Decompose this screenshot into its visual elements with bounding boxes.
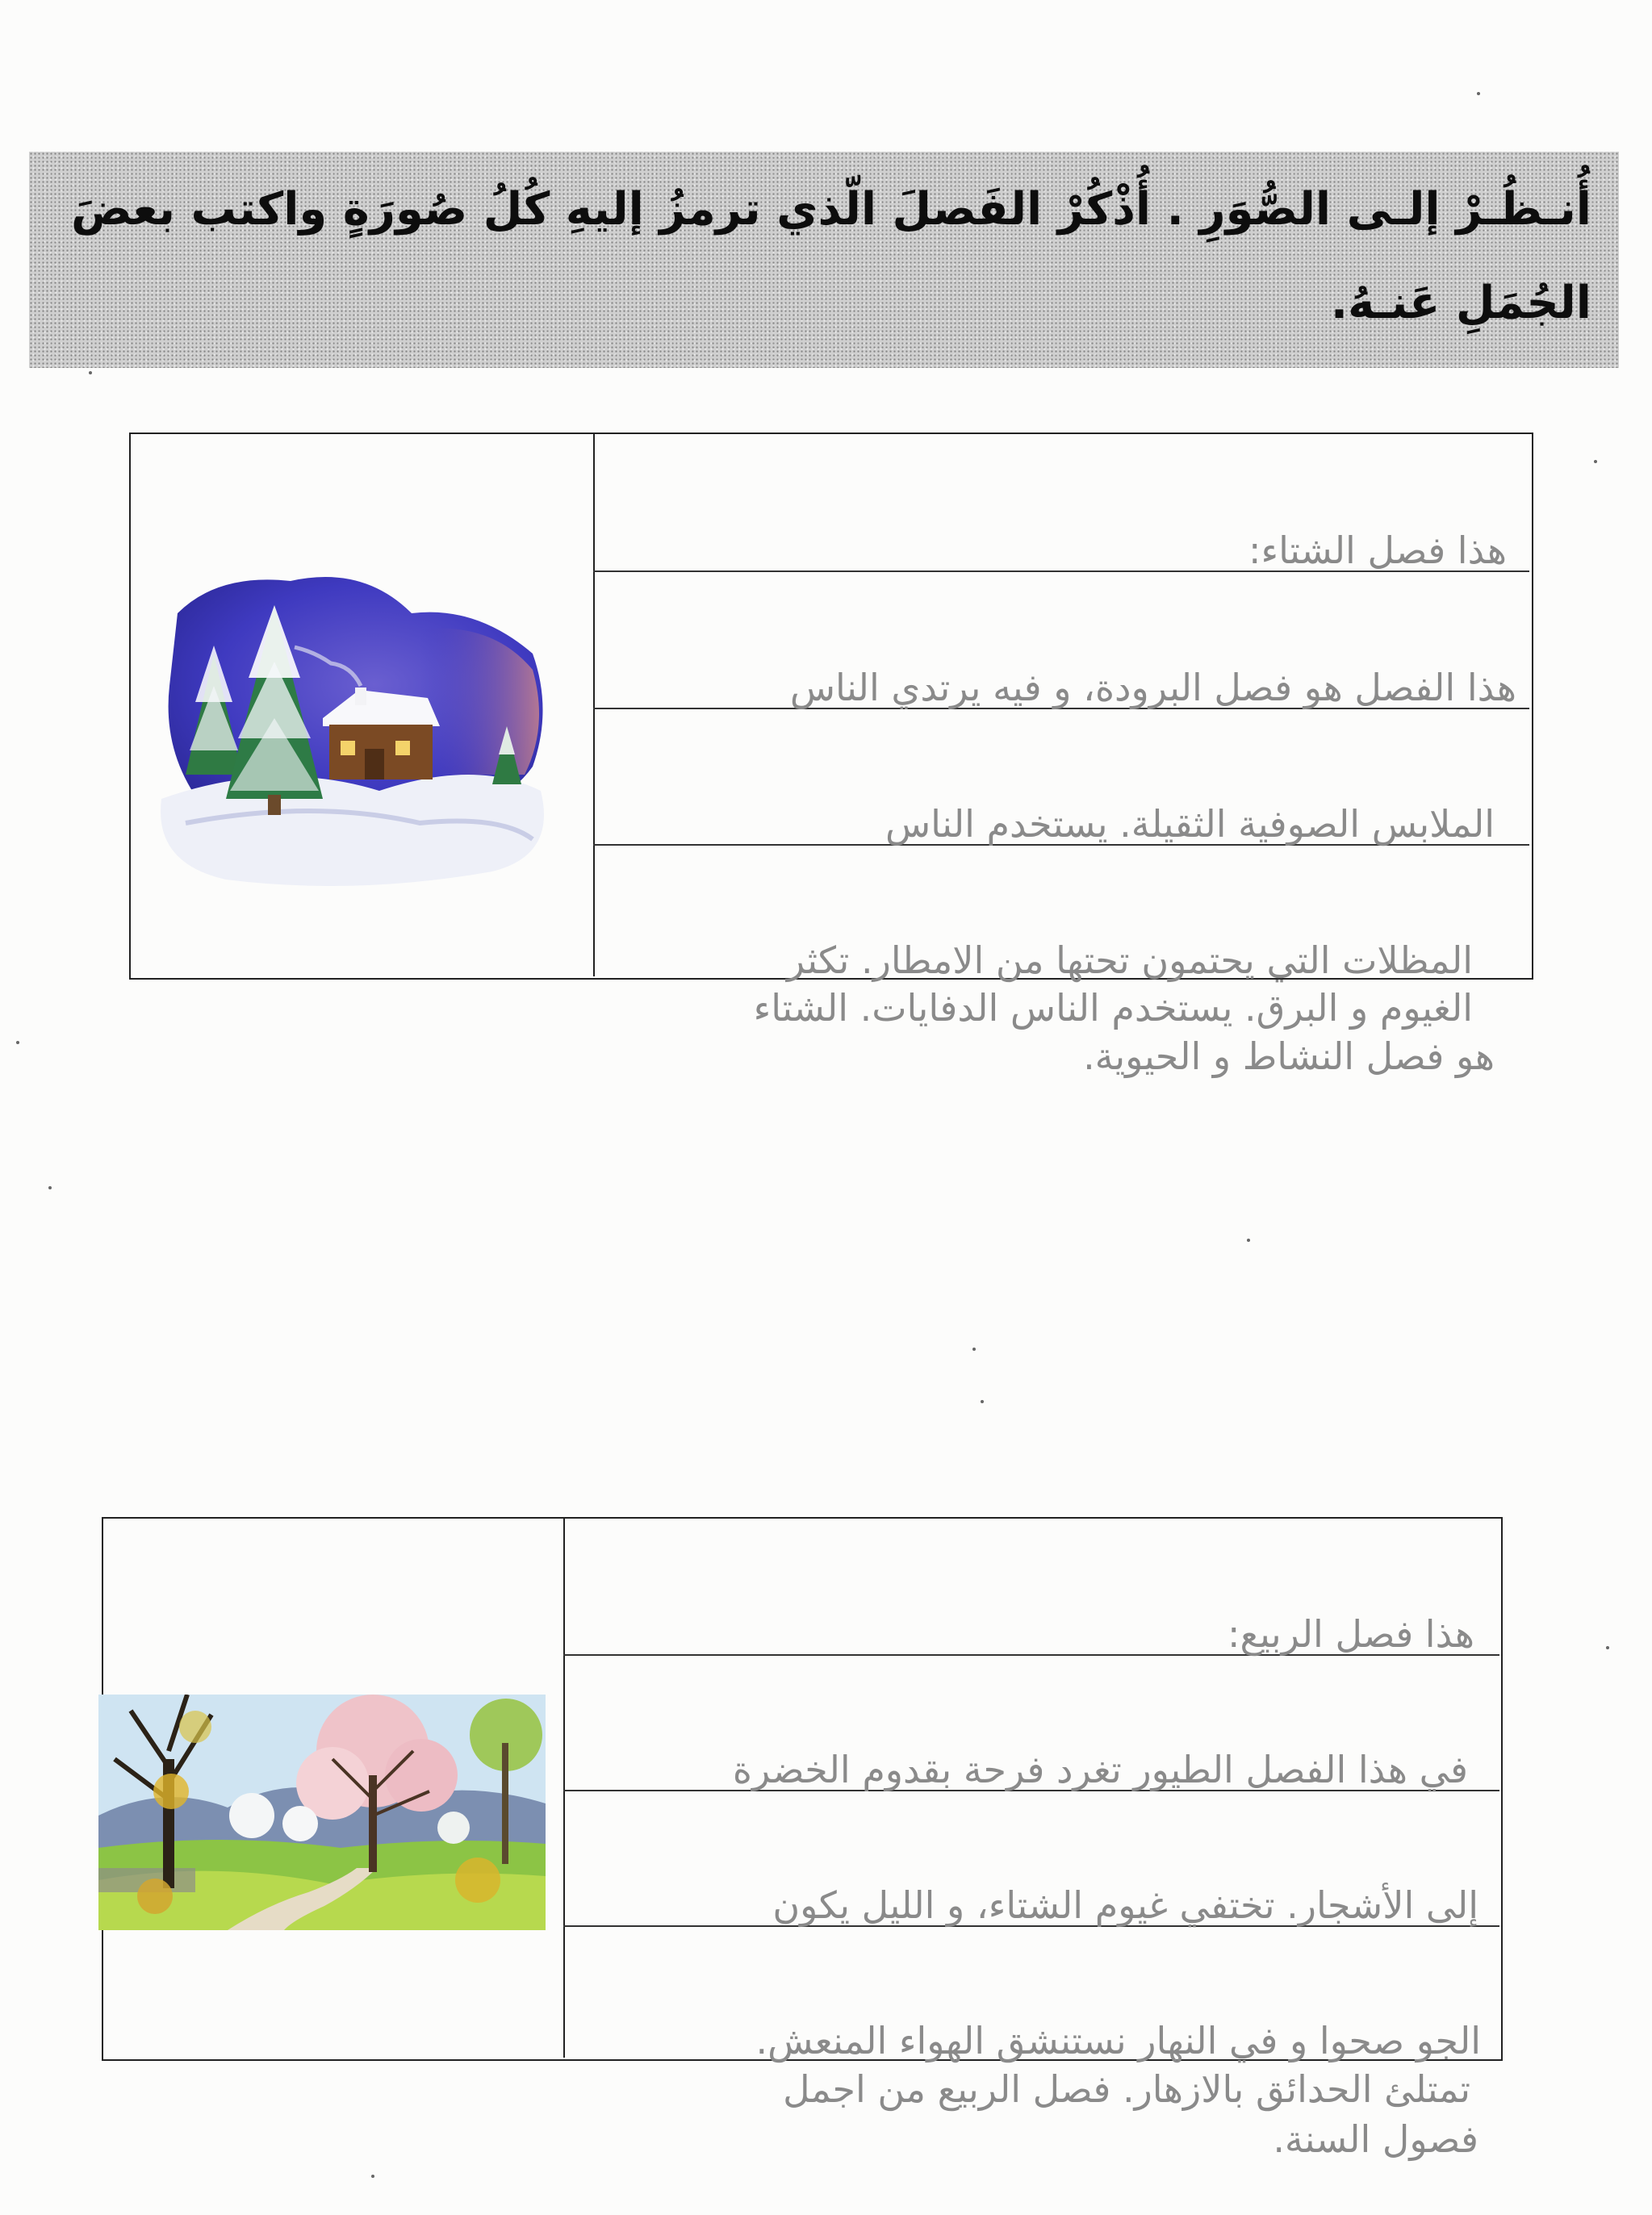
spring-line-2: إلى الأشجار. تختفي غيوم الشتاء، و الليل يكون [772,1883,1478,1927]
scan-speck [1247,1239,1250,1242]
spring-divider [563,1519,565,2058]
instruction-banner [29,152,1619,368]
scan-speck [89,371,92,374]
winter-line-3: المظلات التي يحتمون تحتها من الامطار. تكثر [786,938,1473,982]
winter-line-5: هو فصل النشاط و الحيوية. [1083,1034,1495,1078]
scan-speck [972,1348,976,1351]
spring-line-3: الجو صحوا و في النهار نستنشق الهواء المنعش. [755,2019,1481,2062]
spring-landscape-image [98,1695,546,1930]
winter-line-4: الغيوم و البرق. يستخدم الناس الدفايات. الشتاء [753,986,1473,1030]
spring-line-1: في هذا الفصل الطيور تغرد فرحة بقدوم الخضرة [732,1748,1468,1791]
scan-speck [1477,92,1480,95]
winter-title: هذا فصل الشتاء: [1248,529,1507,572]
winter-line-1: هذا الفصل هو فصل البرودة، و فيه يرتدي الناس [789,666,1516,709]
instruction-text [58,163,1591,350]
winter-divider [593,434,595,976]
scan-speck [981,1400,984,1403]
instruction-line-1: أُنـظُـرْ إلـى الصُّوَرِ . أُذْكُرْ الفَصلَ الّذي ترمزُ إليهِ كُلُ صُورَةٍ واكتب بعضَ [70,183,1591,236]
instruction-line-2: الجُمَلِ عَنـهُ. [1330,277,1591,329]
scan-speck [1594,460,1597,463]
winter-line-2: الملابس الصوفية الثقيلة. يستخدم الناس [885,802,1495,846]
winter-cabin-image [153,557,557,888]
scan-speck [16,1041,19,1044]
scan-speck [371,2175,374,2178]
spring-line-5: فصول السنة. [1273,2117,1478,2161]
scan-speck [1606,1646,1609,1649]
scan-speck [48,1186,52,1189]
spring-title: هذا فصل الربيع: [1227,1612,1474,1656]
spring-line-4: تمتلئ الحدائق بالازهار. فصل الربيع من اجمل [783,2067,1470,2111]
